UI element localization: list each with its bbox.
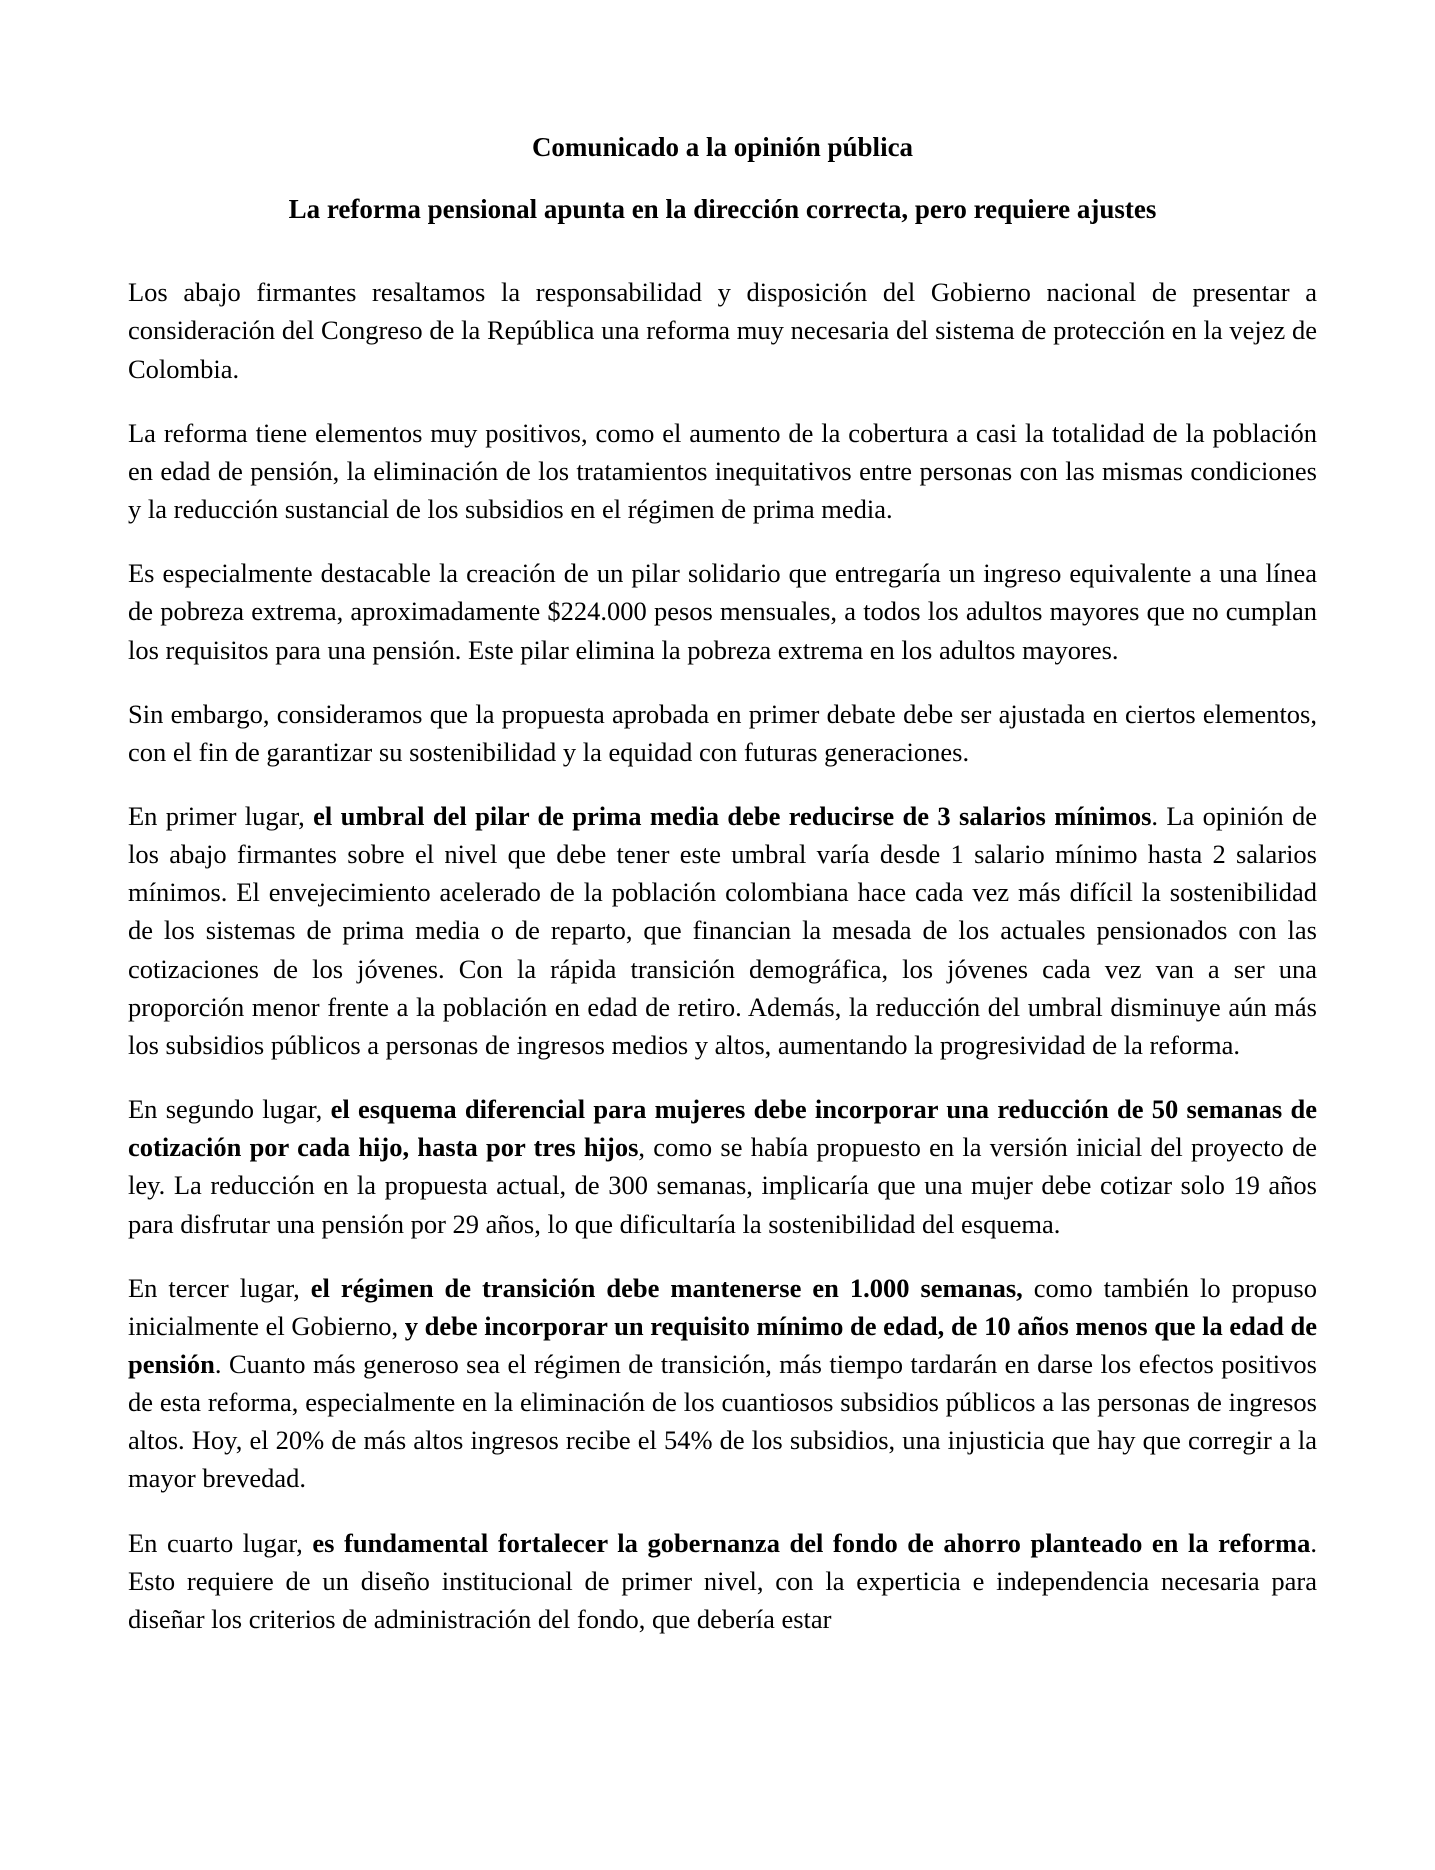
emphasis-text: y debe incorporar un requisito mínimo de edad, de 10 años menos que la edad de pensión <box>128 1310 1324 1379</box>
body-text: La reforma tiene elementos muy positivos, como el aumento de la cobertura a casi la totalidad de la población en edad de pensión, la eliminación de los tratamientos inequitativos entre personas con las mismas condiciones y la reducción sustancial de los subsidios en el régimen de prima media. <box>128 417 1324 525</box>
body-text: Los abajo firmantes resaltamos la responsabilidad y disposición del Gobierno nacional de presentar a consideración del Congreso de la República una reforma muy necesaria del sistema de protección en la vejez de Colombia. <box>128 277 1324 384</box>
emphasis-text: el régimen de transición debe mantenerse en 1.000 semanas, <box>310 1272 1023 1303</box>
emphasis-text: el umbral del pilar de prima media debe reducirse de 3 salarios mínimos <box>313 800 1152 831</box>
body-text: En cuarto lugar, <box>128 1527 313 1558</box>
body-text: Sin embargo, consideramos que la propuesta aprobada en primer debate debe ser ajustada en ciertos elementos, con el fin de garantizar su sostenibilidad y la equidad con futuras generaciones. <box>128 698 1324 767</box>
paragraph <box>128 695 1324 771</box>
paragraph <box>128 273 1324 387</box>
body-text: . Cuanto más generoso sea el régimen de transición, más tiempo tardarán en darse los efectos positivos de esta reforma, especialmente en la eliminación de los cuantiosos subsidios públicos a las personas de ingresos altos. Hoy, el 20% de más altos ingresos recibe el 54% de los subsidios, una injusticia que hay que corregir a la mayor brevedad. <box>128 1349 1324 1494</box>
document-body <box>128 273 1324 1638</box>
body-text: como también lo propuso inicialmente el Gobierno, <box>128 1272 1324 1341</box>
paragraph <box>128 797 1324 1064</box>
body-text: . La opinión de los abajo firmantes sobre el nivel que debe tener este umbral varía desde 1 salario mínimo hasta 2 salarios mínimos. El envejecimiento acelerado de la población colombiana hace cada vez más difícil la sostenibilidad de los sistemas de prima media o de reparto, que financian la mesada de los actuales pensionados con las cotizaciones de los jóvenes. Con la rápida transición demográfica, los jóvenes cada vez van a ser una proporción menor frente a la población en edad de retiro. Además, la reducción del umbral disminuye aún más los subsidios públicos a personas de ingresos medios y altos, aumentando la progresividad de la reforma. <box>128 800 1324 1060</box>
paragraph <box>128 1269 1324 1498</box>
body-text: Es especialmente destacable la creación de un pilar solidario que entregaría un ingreso equivalente a una línea de pobreza extrema, aproximadamente $224.000 pesos mensuales, a todos los adultos mayores que no cumplan los requisitos para una pensión. Este pilar elimina la pobreza extrema en los adultos mayores. <box>128 558 1324 665</box>
paragraph <box>128 1524 1324 1638</box>
body-text: , como se había propuesto en la versión inicial del proyecto de ley. La reducción en la propuesta actual, de 300 semanas, implicaría que una mujer debe cotizar solo 19 años para disfrutar una pensión por 29 años, lo que dificultaría la sostenibilidad del esquema. <box>128 1132 1324 1239</box>
paragraph <box>128 1090 1324 1243</box>
body-text: . Esto requiere de un diseño institucional de primer nivel, con la experticia e independencia necesaria para diseñar los criterios de administración del fondo, que debería estar <box>128 1527 1324 1634</box>
paragraph <box>128 414 1324 528</box>
emphasis-text: es fundamental fortalecer la gobernanza del fondo de ahorro planteado en la reforma <box>312 1527 1311 1558</box>
body-text: En primer lugar, <box>128 800 314 831</box>
body-text: En tercer lugar, <box>128 1272 311 1303</box>
page-subtitle: La reforma pensional apunta en la dirección correcta, pero requiere ajustes <box>288 193 1157 224</box>
paragraph <box>128 554 1324 668</box>
emphasis-text: el esquema diferencial para mujeres debe incorporar una reducción de 50 semanas de cotización por cada hijo, hasta por tres hijos <box>128 1094 1324 1163</box>
body-text: En segundo lugar, <box>128 1094 331 1125</box>
page-title: Comunicado a la opinión pública <box>531 132 914 162</box>
